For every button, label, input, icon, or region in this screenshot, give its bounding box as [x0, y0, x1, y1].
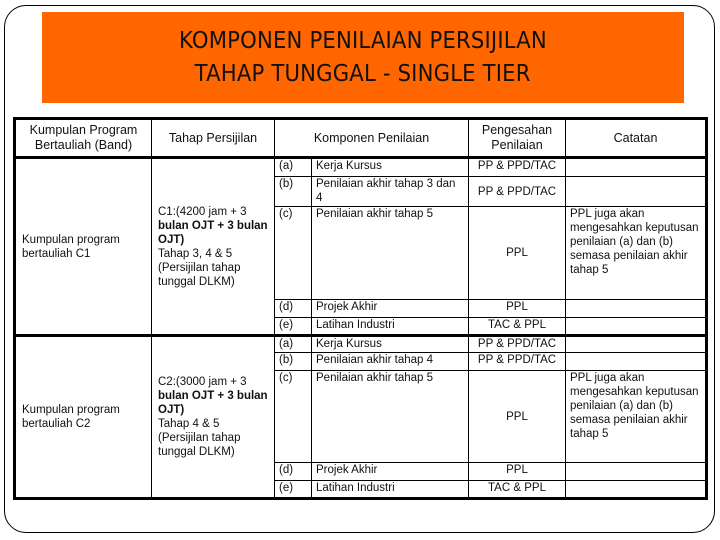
stage-cell — [152, 336, 275, 499]
band-cell: Kumpulan program bertauliah C2 — [15, 336, 152, 499]
approval: PPL — [469, 300, 566, 318]
notes — [566, 158, 707, 177]
component-code: (e) — [275, 318, 312, 336]
stage-text-3: Tahap 3, 4 & 5 (Persijilan tahap tunggal DLKM) — [158, 247, 241, 288]
component-name: Projek Akhir — [312, 463, 469, 481]
approval: PPL — [469, 371, 566, 463]
component-name: Penilaian akhir tahap 4 — [312, 353, 469, 371]
notes — [566, 463, 707, 481]
component-name: Latihan Industri — [312, 481, 469, 499]
assessment-table — [13, 117, 708, 500]
approval: PPL — [469, 207, 566, 300]
approval: TAC & PPL — [469, 481, 566, 499]
approval: PP & PPD/TAC — [469, 353, 566, 371]
component-name: Projek Akhir — [312, 300, 469, 318]
title-banner — [42, 12, 684, 103]
component-name: Kerja Kursus — [312, 336, 469, 353]
notes — [566, 318, 707, 336]
approval: PP & PPD/TAC — [469, 336, 566, 353]
approval: PP & PPD/TAC — [469, 158, 566, 177]
band-cell: Kumpulan program bertauliah C1 — [15, 158, 152, 336]
component-name: Penilaian akhir tahap 5 — [312, 371, 469, 463]
component-code: (c) — [275, 371, 312, 463]
table-row — [15, 158, 707, 177]
stage-text-2: bulan OJT + 3 bulan OJT) — [158, 390, 268, 416]
header-band: Kumpulan Program Bertauliah (Band) — [15, 119, 152, 158]
header-approval: Pengesahan Penilaian — [469, 119, 566, 158]
component-code: (e) — [275, 481, 312, 499]
component-code: (a) — [275, 336, 312, 353]
notes — [566, 353, 707, 371]
stage-text-1: C1:(4200 jam + 3 — [158, 205, 247, 218]
approval: PPL — [469, 463, 566, 481]
notes — [566, 300, 707, 318]
stage-text-3: Tahap 4 & 5 (Persijilan tahap tunggal DLKM) — [158, 418, 241, 458]
title-line-1: KOMPONEN PENILAIAN PERSIJILAN — [179, 27, 547, 54]
header-component: Komponen Penilaian — [275, 119, 469, 158]
table-header-row — [15, 119, 707, 158]
stage-text-2: bulan OJT + 3 bulan OJT) — [158, 219, 268, 246]
notes — [566, 336, 707, 353]
component-code: (d) — [275, 300, 312, 318]
header-stage: Tahap Persijilan — [152, 119, 275, 158]
component-code: (c) — [275, 207, 312, 300]
header-notes: Catatan — [566, 119, 707, 158]
notes: PPL juga akan mengesahkan keputusan penilaian (a) dan (b) semasa penilaian akhir tahap 5 — [566, 207, 707, 300]
table-row — [15, 336, 707, 353]
component-name: Penilaian akhir tahap 3 dan 4 — [312, 177, 469, 207]
notes — [566, 177, 707, 207]
approval: TAC & PPL — [469, 318, 566, 336]
component-code: (d) — [275, 463, 312, 481]
notes: PPL juga akan mengesahkan keputusan penilaian (a) dan (b) semasa penilaian akhir tahap 5 — [566, 371, 707, 463]
component-name: Penilaian akhir tahap 5 — [312, 207, 469, 300]
approval: PP & PPD/TAC — [469, 177, 566, 207]
component-code: (b) — [275, 177, 312, 207]
title-line-2: TAHAP TUNGGAL - SINGLE TIER — [194, 60, 531, 87]
notes — [566, 481, 707, 499]
stage-cell — [152, 158, 275, 336]
component-name: Kerja Kursus — [312, 158, 469, 177]
component-name: Latihan Industri — [312, 318, 469, 336]
component-code: (b) — [275, 353, 312, 371]
stage-text-1: C2:(3000 jam + 3 — [158, 376, 247, 388]
component-code: (a) — [275, 158, 312, 177]
